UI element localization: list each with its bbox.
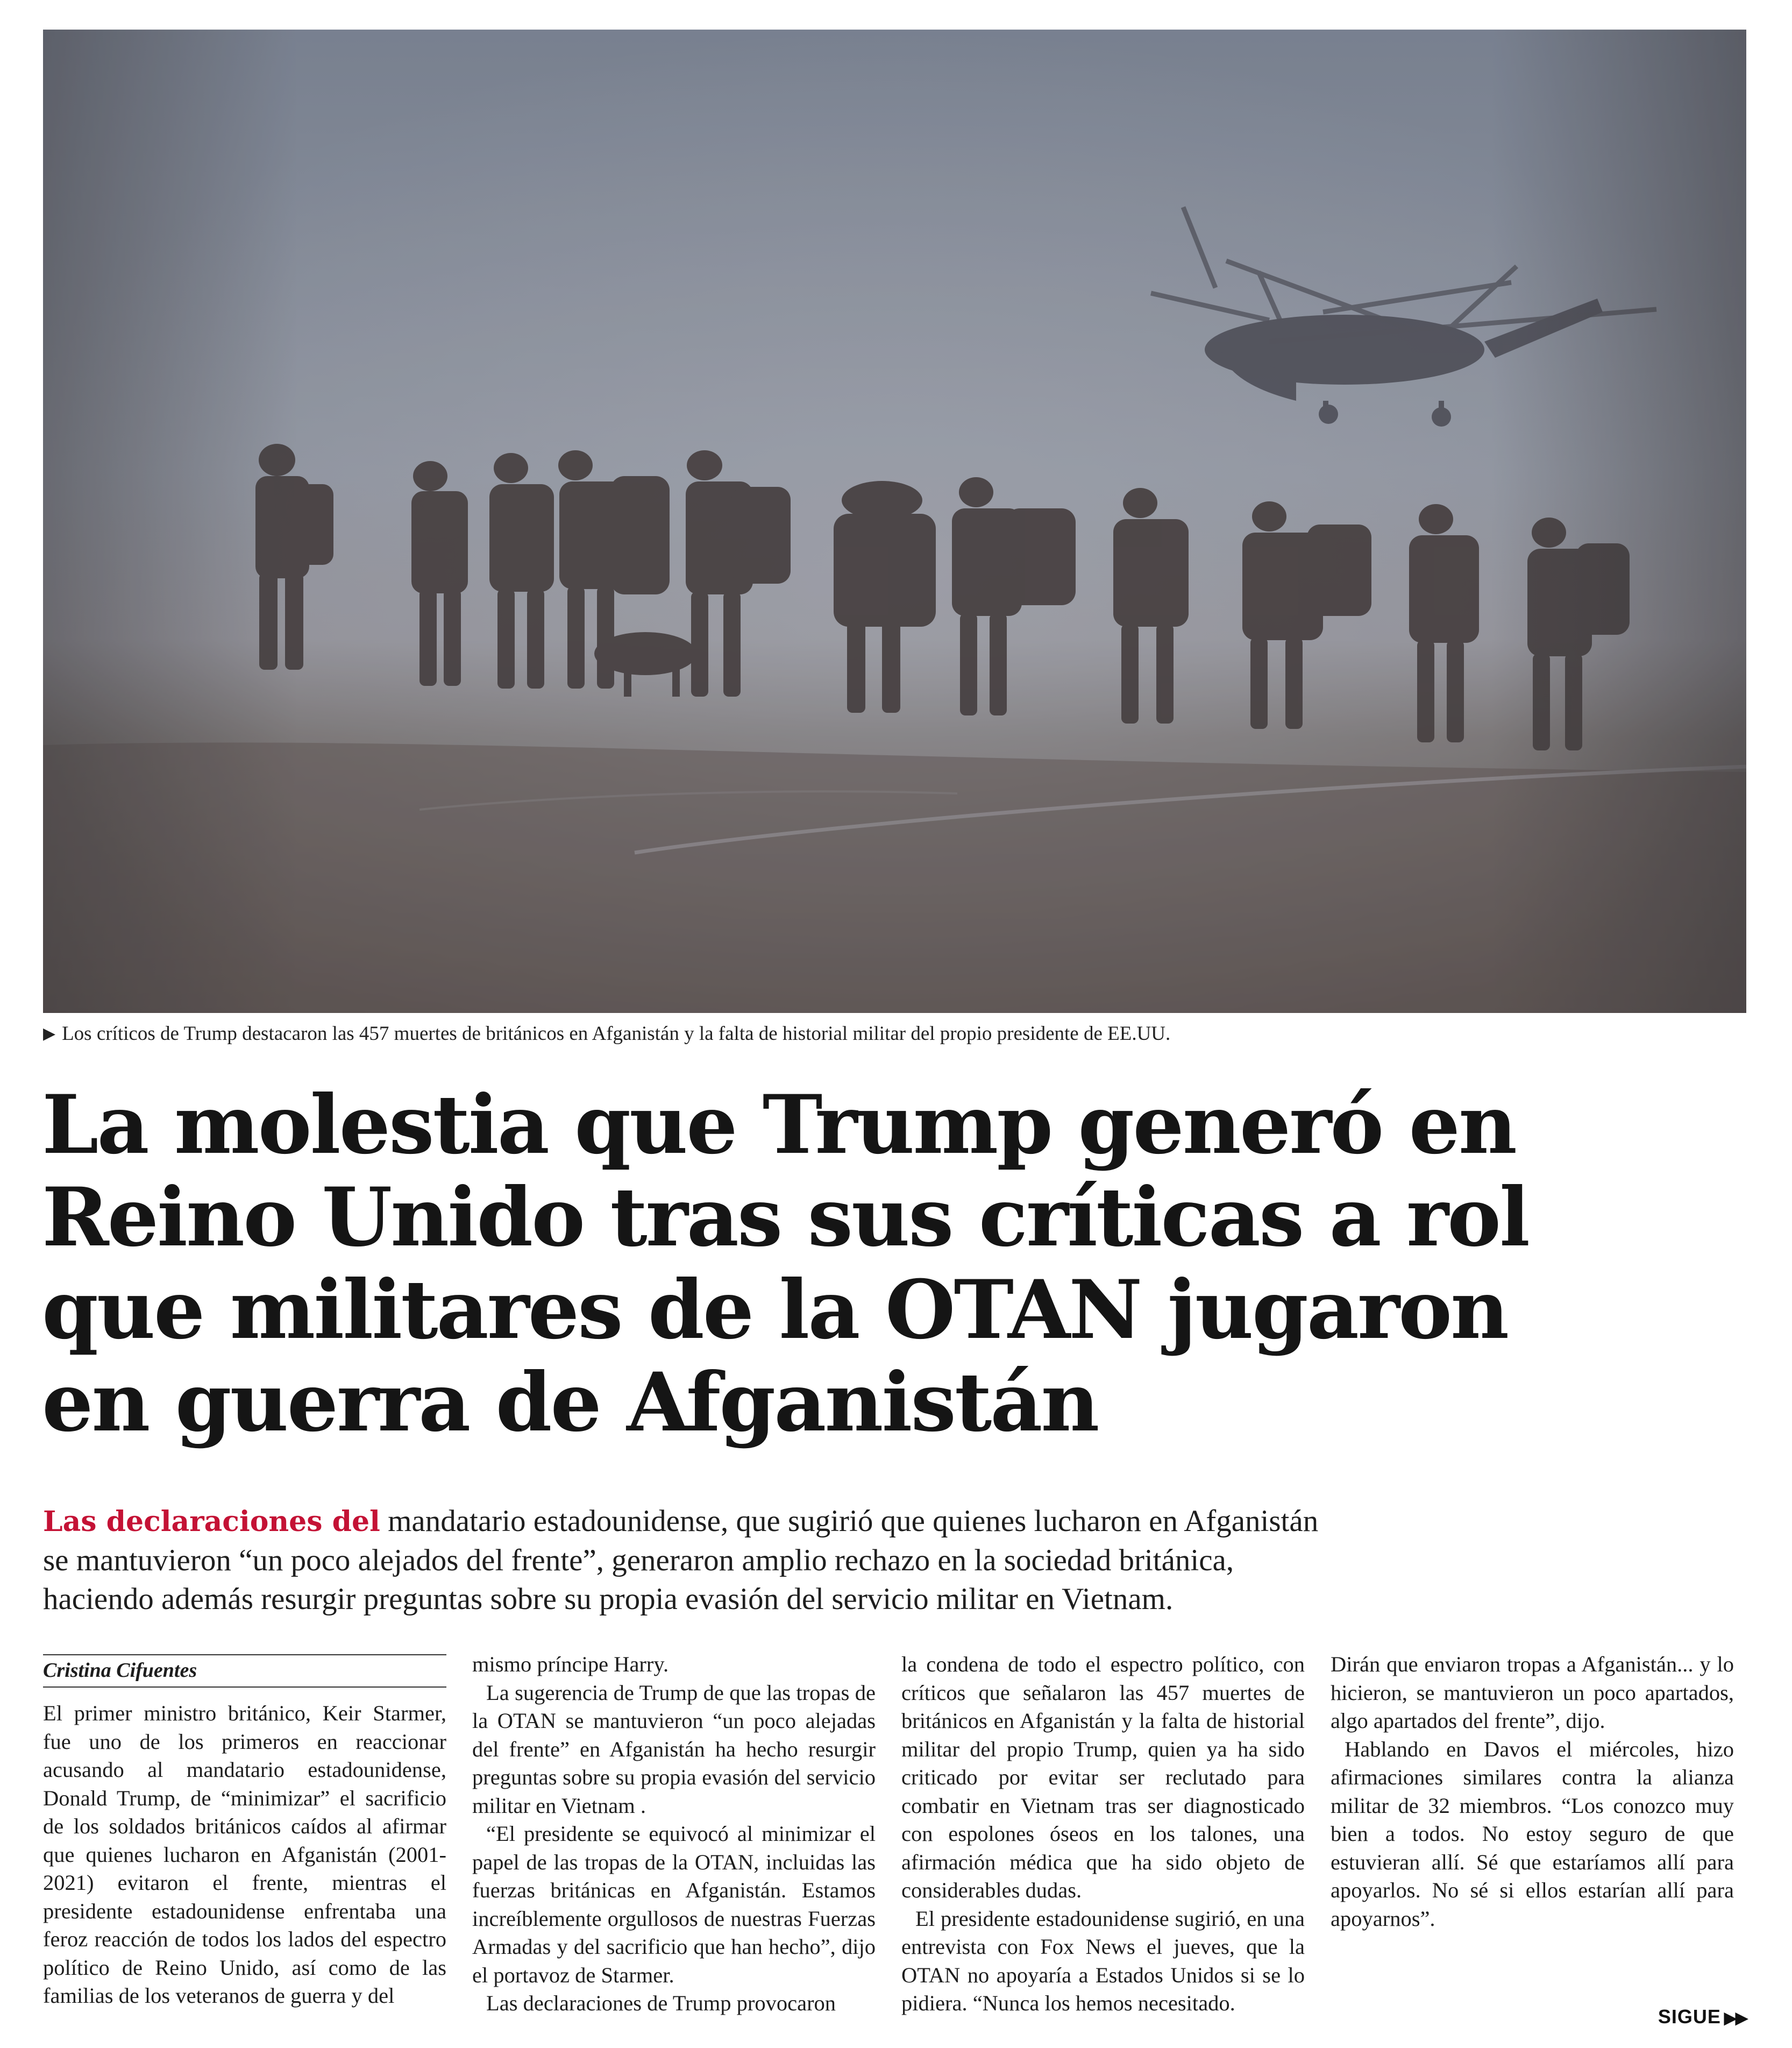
paragraph: El primer ministro británico, Keir Starmer, fue uno de los primeros en reaccionar acusando al mandatario estadounidense, Donald Trump, de “minimizar” el sacrificio de los soldados británicos caídos al afirmar que quienes lucharon en Afganistán (2001-2021) evitaron el frente, mientras el presidente estadounidense enfrentaba una feroz reacción de todos los lados del espectro político de Reino Unido, así como de las familias de los veteranos de guerra y del — [43, 1701, 446, 2008]
caption-arrow-icon: ▶ — [43, 1025, 56, 1043]
byline-box — [43, 1654, 446, 1688]
deck-line-3: haciendo además resurgir preguntas sobre su propia evasión del servicio militar en Vietnam. — [43, 1582, 1174, 1616]
article-column-1 — [43, 1654, 446, 2010]
paragraph: Dirán que enviaron tropas a Afganistán... y lo hicieron, se mantuvieron un poco apartados, algo apartados del frente”, dijo. — [1331, 1652, 1734, 1733]
paragraph: la condena de todo el espectro político, con críticos que señalaron las 457 muertes de británicos en Afganistán y la falta de historial militar del propio Trump, quien ya ha sido criticado por evitar ser reclutado para combatir en Vietnam tras ser diagnosticado con espolones óseos en los talones, una afirmación médica que ha sido objeto de considerables dudas. — [901, 1652, 1305, 1902]
headline-line-2: Reino Unido tras sus críticas a rol — [42, 1170, 1529, 1265]
headline-line-4: en guerra de Afganistán — [42, 1355, 1098, 1450]
paragraph: mismo príncipe Harry. — [472, 1652, 669, 1676]
photo-caption — [43, 1021, 1746, 1047]
article-column-4 — [1331, 1650, 1734, 1933]
article-column-3 — [901, 1650, 1305, 2018]
sigue-label: SIGUE — [1658, 2006, 1721, 2028]
paragraph: “El presidente se equivocó al minimizar el papel de las tropas de la OTAN, incluidas las fuerzas británicas en Afganistán. Estamos increíblemente orgullosos de nuestras Fuerzas Armadas y del sacrificio que han hecho”, dijo el portavoz de Starmer. — [472, 1822, 876, 1987]
continue-marker — [1658, 2006, 1747, 2028]
paragraph: Las declaraciones de Trump provocaron — [486, 1991, 836, 2015]
article-column-2 — [472, 1650, 876, 2018]
soldiers-helicopter-photo — [43, 30, 1746, 1013]
deck-line-2: se mantuvieron “un poco alejados del frente”, generaron amplio rechazo en la sociedad británica, — [43, 1543, 1234, 1577]
paragraph: El presidente estadounidense sugirió, en una entrevista con Fox News el jueves, que la OTAN no apoyaría a Estados Unidos si se lo pidiera. “Nunca los hemos necesitado. — [901, 1906, 1305, 2015]
byline: Cristina Cifuentes — [43, 1659, 197, 1682]
paragraph: La sugerencia de Trump de que las tropas de la OTAN se mantuvieron “un poco alejadas del frente” en Afganistán ha hecho resurgir preguntas sobre su propia evasión del servicio militar en Vietnam . — [472, 1680, 876, 1818]
paragraph: Hablando en Davos el miércoles, hizo afirmaciones similares contra la alianza militar de 32 miembros. “Los conozco muy bien a todos. No estoy seguro de que estuvieran allí. Sé que estaríamos allí para apoyarlos. No sé si ellos estarían allí para apoyarnos”. — [1331, 1737, 1734, 1931]
deck-line-1-rest: mandatario estadounidense, que sugirió que quienes lucharon en Afganistán — [380, 1504, 1319, 1538]
headline-line-3: que militares de la OTAN jugaron — [42, 1263, 1508, 1357]
deck-lead: Las declaraciones del — [43, 1505, 380, 1538]
article-photo — [43, 30, 1746, 1013]
double-arrow-icon: ▶▶ — [1724, 2009, 1747, 2027]
headline — [42, 1078, 1529, 1450]
headline-line-1: La molestia que Trump generó en — [42, 1078, 1516, 1172]
deck-line-1 — [43, 1502, 1452, 1541]
deck-subtitle — [43, 1502, 1452, 1619]
caption-text: Los críticos de Trump destacaron las 457 muertes de británicos en Afganistán y la falta de historial militar del propio presidente de EE.UU. — [62, 1023, 1171, 1045]
